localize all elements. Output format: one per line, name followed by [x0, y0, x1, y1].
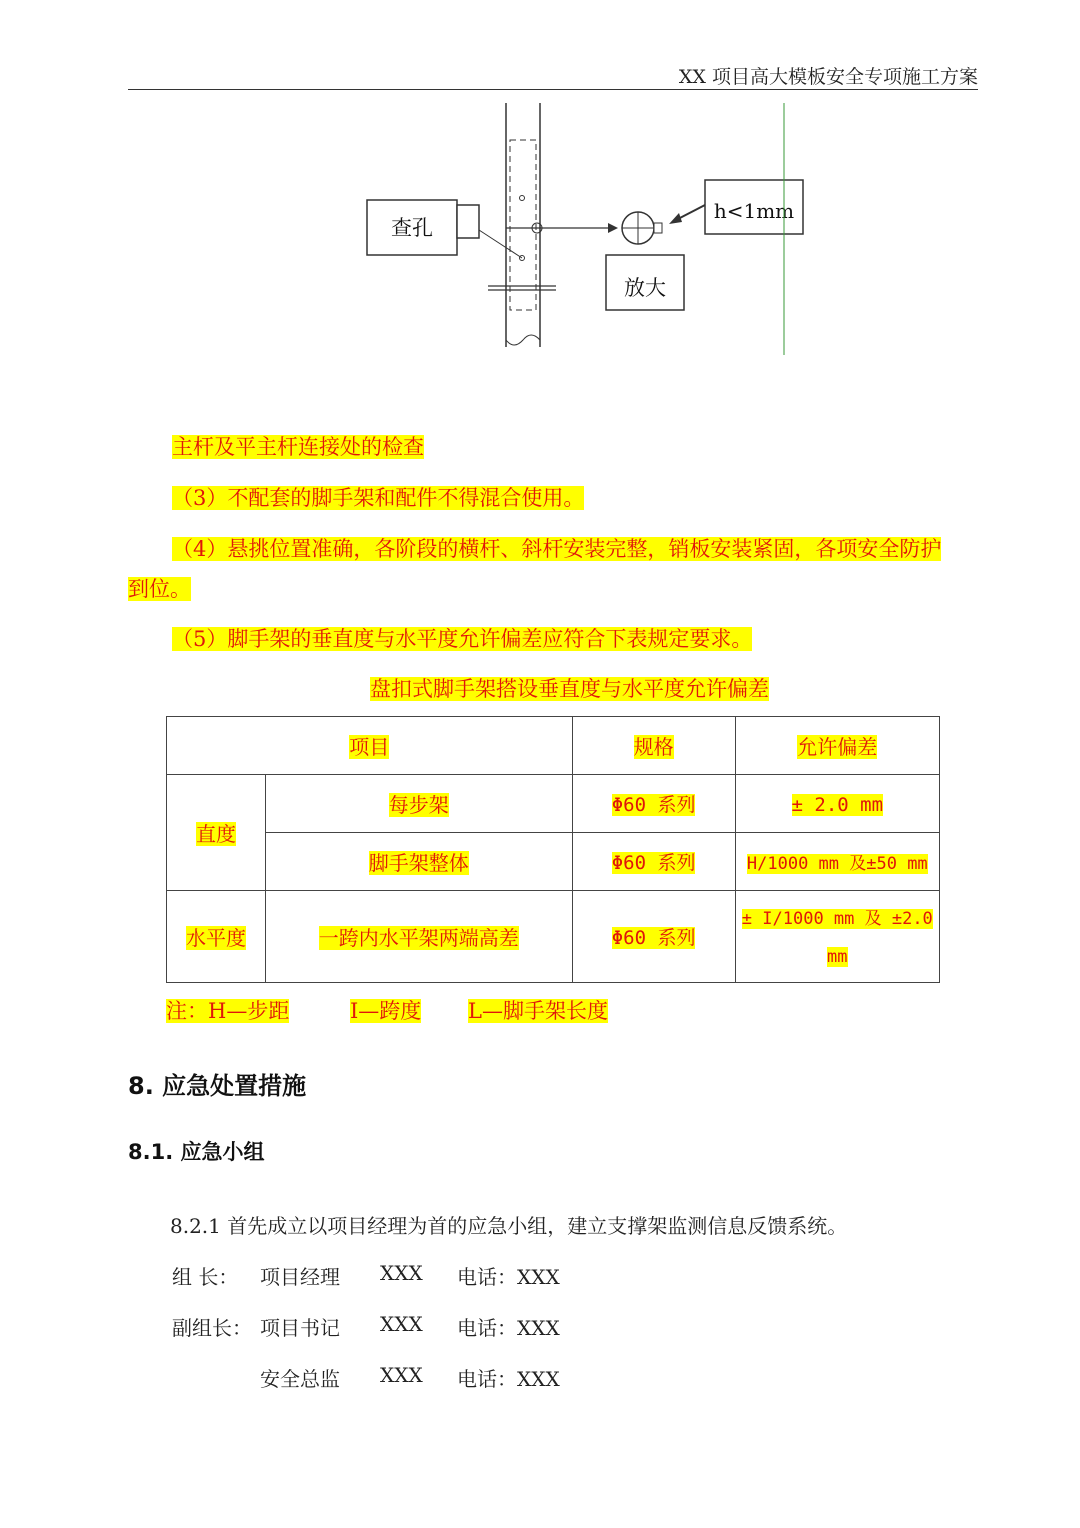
table-note-i: I—跨度	[350, 999, 422, 1023]
cell-r2-sub: 脚手架整体	[266, 833, 573, 891]
cell-r1-tol: ± 2.0 mm	[735, 775, 939, 833]
leader-line	[479, 230, 522, 258]
table-header-row	[167, 717, 940, 775]
cell-r1-spec: Φ60 系列	[572, 775, 735, 833]
header-rule	[128, 89, 978, 90]
role-leader-label: 组 长：	[172, 1265, 239, 1289]
magnify-label-text: 放大	[624, 276, 666, 300]
header-item: 项目	[167, 717, 573, 775]
intro-paragraph: 8.2.1 首先成立以项目经理为首的应急小组，建立支撑架监测信息反馈系统。	[170, 1214, 848, 1238]
arrow-head-right	[608, 223, 618, 233]
role-leader-name: XXX	[380, 1261, 423, 1285]
para-item-4-line1: （4）悬挑位置准确，各阶段的横杆、斜杆安装完整，销板安装紧固，各项安全防护	[172, 537, 942, 561]
role-deputy-name: XXX	[380, 1312, 423, 1336]
table-row	[167, 775, 940, 833]
cell-r2-tol: H/1000 mm 及±50 mm	[735, 833, 939, 891]
tolerance-arrow-head	[669, 213, 682, 224]
para-check-joints: 主杆及平主杆连接处的检查	[172, 435, 424, 459]
para-item-3: （3）不配套的脚手架和配件不得混合使用。	[172, 486, 585, 510]
role-deputy-phone: 电话：XXX	[457, 1316, 560, 1340]
para-item-5: （5）脚手架的垂直度与水平度允许偏差应符合下表规定要求。	[172, 627, 753, 651]
magnified-tab	[654, 223, 662, 233]
section-8-heading: 8. 应急处置措施	[128, 1072, 307, 1100]
hole-label-text: 查孔	[391, 216, 433, 240]
tube-bottom-break	[506, 335, 540, 345]
cell-r1-sub: 每步架	[266, 775, 573, 833]
cell-r3-tol: ± I/1000 mm 及 ±2.0 mm	[735, 891, 939, 983]
table-note-h: 注：H—步距	[166, 999, 290, 1023]
tolerance-label-text: h<1mm	[713, 199, 795, 223]
cell-r3-sub: 一跨内水平架两端高差	[266, 891, 573, 983]
hole-label-nozzle	[457, 205, 479, 238]
role-leader-phone: 电话：XXX	[457, 1265, 560, 1289]
section-8-1-heading: 8.1. 应急小组	[128, 1140, 265, 1164]
cell-levelness: 水平度	[167, 891, 266, 983]
table-caption: 盘扣式脚手架搭设垂直度与水平度允许偏差	[370, 677, 769, 701]
tube-hole-top	[520, 196, 525, 201]
table-row	[167, 833, 940, 891]
cell-straightness: 直度	[167, 775, 266, 891]
tube-dashed-inner	[510, 140, 536, 310]
role-deputy-label: 副组长：	[172, 1316, 252, 1340]
cell-r3-spec: Φ60 系列	[572, 891, 735, 983]
role-leader-title: 项目经理	[260, 1265, 340, 1289]
page-header-title: XX 项目高大模板安全专项施工方案	[678, 66, 978, 88]
inspection-diagram	[340, 100, 820, 360]
para-item-4-line2: 到位。	[128, 577, 191, 601]
role-safety-title: 安全总监	[260, 1367, 340, 1391]
deviation-table	[166, 716, 940, 983]
header-spec: 规格	[572, 717, 735, 775]
table-note-l: L—脚手架长度	[468, 999, 608, 1023]
header-tolerance: 允许偏差	[735, 717, 939, 775]
cell-r2-spec: Φ60 系列	[572, 833, 735, 891]
role-deputy-title: 项目书记	[260, 1316, 340, 1340]
role-safety-name: XXX	[380, 1363, 423, 1387]
role-safety-phone: 电话：XXX	[457, 1367, 560, 1391]
table-row	[167, 891, 940, 983]
